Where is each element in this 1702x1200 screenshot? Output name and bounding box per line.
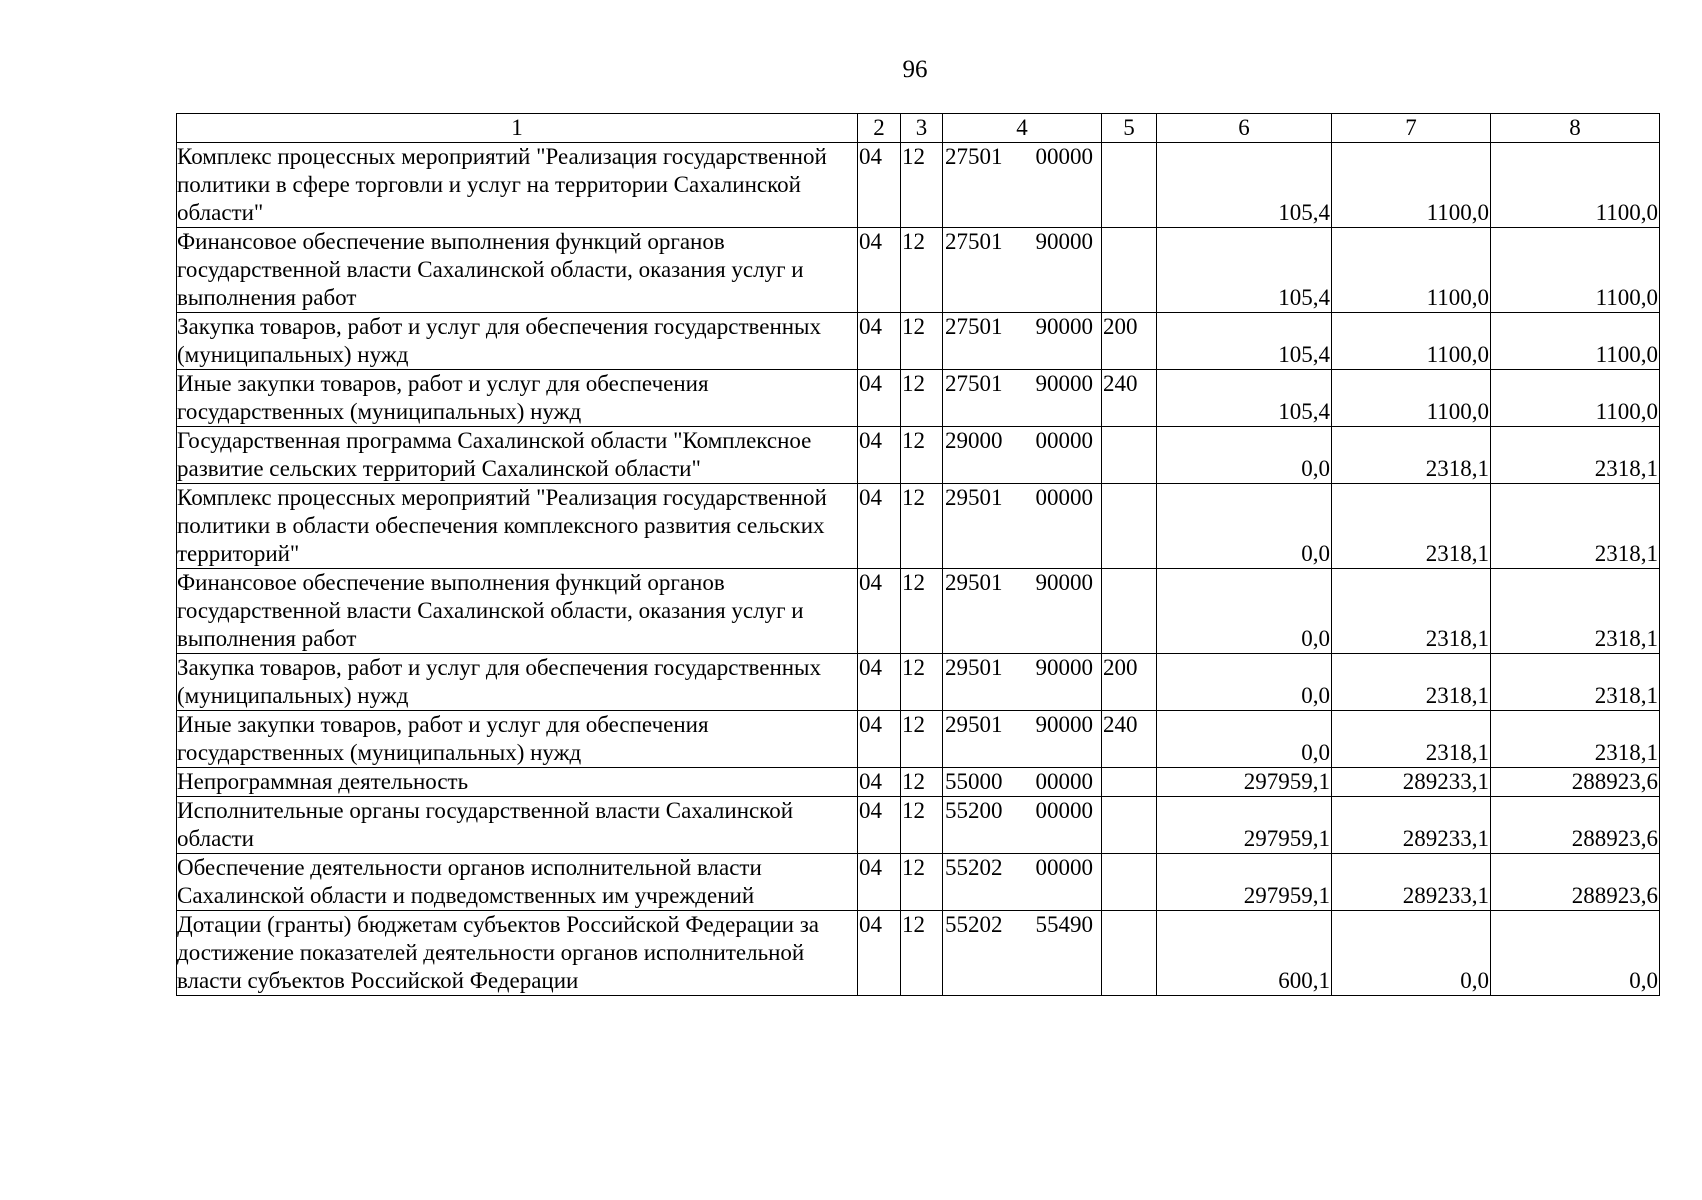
row-code-target-direction: 90000 xyxy=(1035,314,1093,339)
header-col-6: 6 xyxy=(1157,114,1332,143)
row-code-target-program: 29501 xyxy=(945,655,1003,680)
row-code-target-direction: 00000 xyxy=(1035,798,1093,823)
row-name: Комплекс процессных мероприятий "Реализация государственной политики в области обеспечения комплексного развития сельских территорий" xyxy=(177,484,858,569)
row-amount-col6: 105,4 xyxy=(1157,370,1332,427)
table-row xyxy=(177,143,1660,228)
row-code-target-direction: 90000 xyxy=(1035,655,1093,680)
row-code-subsection: 12 xyxy=(901,370,943,427)
table-row xyxy=(177,911,1660,996)
row-code-target-program: 55000 xyxy=(945,769,1003,794)
row-amount-col7: 1100,0 xyxy=(1332,370,1491,427)
row-code-target-direction: 00000 xyxy=(1035,855,1093,880)
row-amount-col8: 1100,0 xyxy=(1491,370,1660,427)
row-name: Финансовое обеспечение выполнения функций органов государственной власти Сахалинской области, оказания услуг и выполнения работ xyxy=(177,569,858,654)
header-col-5: 5 xyxy=(1102,114,1157,143)
row-amount-col8: 2318,1 xyxy=(1491,484,1660,569)
row-code-target xyxy=(943,484,1102,569)
row-code-target-program: 27501 xyxy=(945,371,1003,396)
row-code-subsection: 12 xyxy=(901,768,943,797)
row-amount-col7: 2318,1 xyxy=(1332,484,1491,569)
table-body xyxy=(177,143,1660,996)
row-amount-col6: 0,0 xyxy=(1157,484,1332,569)
row-code-expense-type: 200 xyxy=(1102,313,1157,370)
row-amount-col6: 297959,1 xyxy=(1157,854,1332,911)
row-code-target-direction: 00000 xyxy=(1035,428,1093,453)
row-code-target-direction: 90000 xyxy=(1035,570,1093,595)
row-name: Дотации (гранты) бюджетам субъектов Российской Федерации за достижение показателей деятельности органов исполнительной власти субъектов Российской Федерации xyxy=(177,911,858,996)
row-code-target-program: 29501 xyxy=(945,712,1003,737)
row-code-expense-type: 240 xyxy=(1102,370,1157,427)
row-code-section: 04 xyxy=(858,711,901,768)
row-code-expense-type: 240 xyxy=(1102,711,1157,768)
row-amount-col7: 1100,0 xyxy=(1332,143,1491,228)
table-row xyxy=(177,228,1660,313)
header-col-2: 2 xyxy=(858,114,901,143)
page-number: 96 xyxy=(902,56,928,83)
row-amount-col8: 1100,0 xyxy=(1491,228,1660,313)
row-code-subsection: 12 xyxy=(901,427,943,484)
table-row xyxy=(177,484,1660,569)
row-code-target-program: 55202 xyxy=(945,912,1003,937)
row-code-target xyxy=(943,797,1102,854)
row-amount-col7: 289233,1 xyxy=(1332,768,1491,797)
row-code-section: 04 xyxy=(858,427,901,484)
table-row xyxy=(177,569,1660,654)
row-code-subsection: 12 xyxy=(901,654,943,711)
row-code-subsection: 12 xyxy=(901,143,943,228)
row-code-section: 04 xyxy=(858,228,901,313)
row-code-target-program: 29000 xyxy=(945,428,1003,453)
row-code-target xyxy=(943,569,1102,654)
row-amount-col6: 0,0 xyxy=(1157,569,1332,654)
table-row xyxy=(177,797,1660,854)
row-amount-col8: 288923,6 xyxy=(1491,797,1660,854)
row-code-target-direction: 00000 xyxy=(1035,144,1093,169)
row-name: Исполнительные органы государственной власти Сахалинской области xyxy=(177,797,858,854)
row-code-subsection: 12 xyxy=(901,911,943,996)
header-col-8: 8 xyxy=(1491,114,1660,143)
row-code-target-program: 55202 xyxy=(945,855,1003,880)
row-amount-col6: 105,4 xyxy=(1157,228,1332,313)
row-code-section: 04 xyxy=(858,313,901,370)
row-code-expense-type xyxy=(1102,484,1157,569)
row-code-subsection: 12 xyxy=(901,313,943,370)
row-code-expense-type xyxy=(1102,143,1157,228)
table-row xyxy=(177,768,1660,797)
row-code-section: 04 xyxy=(858,143,901,228)
row-amount-col7: 2318,1 xyxy=(1332,711,1491,768)
row-code-target-program: 27501 xyxy=(945,314,1003,339)
row-code-target-direction: 90000 xyxy=(1035,371,1093,396)
row-code-target xyxy=(943,854,1102,911)
row-amount-col8: 2318,1 xyxy=(1491,711,1660,768)
row-code-target xyxy=(943,143,1102,228)
row-code-section: 04 xyxy=(858,768,901,797)
row-code-target-direction: 90000 xyxy=(1035,229,1093,254)
row-amount-col8: 2318,1 xyxy=(1491,654,1660,711)
row-name: Иные закупки товаров, работ и услуг для обеспечения государственных (муниципальных) нужд xyxy=(177,370,858,427)
row-name: Финансовое обеспечение выполнения функций органов государственной власти Сахалинской области, оказания услуг и выполнения работ xyxy=(177,228,858,313)
row-code-target xyxy=(943,370,1102,427)
row-code-section: 04 xyxy=(858,797,901,854)
row-code-target-program: 29501 xyxy=(945,485,1003,510)
row-code-target xyxy=(943,228,1102,313)
row-amount-col6: 105,4 xyxy=(1157,313,1332,370)
row-code-target xyxy=(943,654,1102,711)
row-code-target-direction: 55490 xyxy=(1035,912,1093,937)
header-col-1: 1 xyxy=(177,114,858,143)
row-code-target-program: 27501 xyxy=(945,229,1003,254)
row-amount-col7: 2318,1 xyxy=(1332,654,1491,711)
row-amount-col7: 2318,1 xyxy=(1332,427,1491,484)
row-code-subsection: 12 xyxy=(901,854,943,911)
row-name: Обеспечение деятельности органов исполнительной власти Сахалинской области и подведомственных им учреждений xyxy=(177,854,858,911)
row-code-subsection: 12 xyxy=(901,228,943,313)
table-row xyxy=(177,313,1660,370)
row-code-expense-type: 200 xyxy=(1102,654,1157,711)
row-amount-col8: 1100,0 xyxy=(1491,143,1660,228)
row-amount-col7: 289233,1 xyxy=(1332,854,1491,911)
row-name: Непрограммная деятельность xyxy=(177,768,858,797)
row-code-expense-type xyxy=(1102,427,1157,484)
row-code-target xyxy=(943,911,1102,996)
row-code-section: 04 xyxy=(858,569,901,654)
row-code-target xyxy=(943,427,1102,484)
row-code-subsection: 12 xyxy=(901,569,943,654)
row-code-expense-type xyxy=(1102,768,1157,797)
row-amount-col7: 2318,1 xyxy=(1332,569,1491,654)
row-code-expense-type xyxy=(1102,911,1157,996)
row-amount-col6: 297959,1 xyxy=(1157,797,1332,854)
row-code-subsection: 12 xyxy=(901,797,943,854)
row-code-section: 04 xyxy=(858,911,901,996)
header-col-7: 7 xyxy=(1332,114,1491,143)
row-amount-col6: 0,0 xyxy=(1157,711,1332,768)
table-row xyxy=(177,654,1660,711)
row-amount-col7: 0,0 xyxy=(1332,911,1491,996)
row-code-expense-type xyxy=(1102,569,1157,654)
row-code-target-program: 29501 xyxy=(945,570,1003,595)
row-amount-col6: 0,0 xyxy=(1157,654,1332,711)
row-code-section: 04 xyxy=(858,370,901,427)
row-amount-col8: 1100,0 xyxy=(1491,313,1660,370)
row-code-section: 04 xyxy=(858,654,901,711)
row-code-target-direction: 00000 xyxy=(1035,485,1093,510)
row-code-subsection: 12 xyxy=(901,711,943,768)
row-amount-col7: 289233,1 xyxy=(1332,797,1491,854)
row-amount-col8: 2318,1 xyxy=(1491,569,1660,654)
table-header-row xyxy=(177,114,1660,143)
row-amount-col8: 288923,6 xyxy=(1491,768,1660,797)
row-code-expense-type xyxy=(1102,228,1157,313)
row-code-target xyxy=(943,711,1102,768)
table-row xyxy=(177,854,1660,911)
row-code-expense-type xyxy=(1102,854,1157,911)
budget-table xyxy=(176,113,1660,996)
row-amount-col6: 297959,1 xyxy=(1157,768,1332,797)
row-amount-col6: 105,4 xyxy=(1157,143,1332,228)
row-amount-col8: 2318,1 xyxy=(1491,427,1660,484)
row-name: Иные закупки товаров, работ и услуг для обеспечения государственных (муниципальных) нужд xyxy=(177,711,858,768)
row-code-target-program: 55200 xyxy=(945,798,1003,823)
row-name: Закупка товаров, работ и услуг для обеспечения государственных (муниципальных) нужд xyxy=(177,654,858,711)
row-code-target-direction: 00000 xyxy=(1035,769,1093,794)
table-row xyxy=(177,427,1660,484)
row-amount-col7: 1100,0 xyxy=(1332,313,1491,370)
row-code-subsection: 12 xyxy=(901,484,943,569)
row-name: Государственная программа Сахалинской области "Комплексное развитие сельских территорий Сахалинской области" xyxy=(177,427,858,484)
row-amount-col6: 0,0 xyxy=(1157,427,1332,484)
row-code-section: 04 xyxy=(858,854,901,911)
row-amount-col7: 1100,0 xyxy=(1332,228,1491,313)
row-amount-col8: 288923,6 xyxy=(1491,854,1660,911)
row-code-target xyxy=(943,768,1102,797)
row-code-target-direction: 90000 xyxy=(1035,712,1093,737)
row-code-target-program: 27501 xyxy=(945,144,1003,169)
row-name: Комплекс процессных мероприятий "Реализация государственной политики в сфере торговли и услуг на территории Сахалинской области" xyxy=(177,143,858,228)
table-row xyxy=(177,711,1660,768)
row-name: Закупка товаров, работ и услуг для обеспечения государственных (муниципальных) нужд xyxy=(177,313,858,370)
header-col-3: 3 xyxy=(901,114,943,143)
row-code-section: 04 xyxy=(858,484,901,569)
row-code-target xyxy=(943,313,1102,370)
row-code-expense-type xyxy=(1102,797,1157,854)
table-row xyxy=(177,370,1660,427)
header-col-4: 4 xyxy=(943,114,1102,143)
row-amount-col8: 0,0 xyxy=(1491,911,1660,996)
row-amount-col6: 600,1 xyxy=(1157,911,1332,996)
